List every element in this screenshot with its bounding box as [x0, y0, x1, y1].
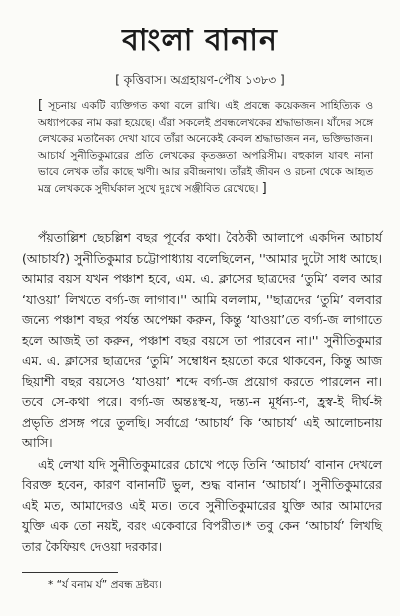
note-open-bracket: [ [38, 98, 44, 113]
body-paragraph: এই লেখা যদি সুনীতিকুমারের চোখে পড়ে তিনি ‘আচার্য’ বানান দেখলে বিরক্ত হবেন, কারণ বানানটি ভুল, শুদ্ধ বানান ‘আচার্য’। সুনীতিকুমারের এই মত, আমাদেরও এই মত। তবে সুনীতিকুমারের যুক্তি আর আমাদের যুক্তি এক তো নয়ই, বরং একেবারে বিপরীত।* তবু কেন ‘আচার্য’ লিখছি তার কৈফিয়ৎ দেওয়া দরকার। [22, 456, 382, 554]
source-citation: [ কৃত্তিবাস। অগ্রহায়ণ-পৌষ ১৩৮৩ ] [115, 73, 285, 87]
footnote-divider [22, 572, 118, 573]
note-text: সূচনায় একটি ব্যক্তিগত কথা বলে রাখি। এই প্রবন্ধে কয়েকজন সাহিত্যিক ও অধ্যাপকের নাম করা হয়েছে। এঁরা সকলেই প্রবন্ধলেখকের শ্রদ্ধাভাজন। যাঁদের সঙ্গে লেখকের মতানৈক্য দেখা যাবে তাঁরা অনেকেই কেবল শ্রদ্ধাভাজন নন, ভক্তিভাজন। আচার্য সুনীতিকুমারের প্রতি লেখকের কৃতজ্ঞতা অপরিসীম। বহুকাল যাবৎ নানা ভাবে লেখক তাঁর কাছে ঋণী। আর রবীন্দ্রনাথ। তাঁরই জীবন ও রচনা থেকে আহৃত মন্ত্র লেখককে সুদীর্ঘকাল সুখে দুঃখে সঞ্জীবিত রেখেছে। [38, 100, 373, 195]
preface-note [38, 98, 373, 197]
footnote: * “র্য বনাম র্য” প্রবন্ধ দ্রষ্টব্য। [48, 579, 162, 591]
body-paragraph: পঁয়তাল্লিশ ছেচল্লিশ বছর পূর্বের কথা। বৈঠকী আলাপে একদিন আচার্য (আচার্য?) সুনীতিকুমার চট্টোপাধ্যায় বলেছিলেন, ''আমার দুটো সাধ আছে। আমার বয়স যখন পঞ্চাশ হবে, এম. এ. ক্লাসের ছাত্রদের ‘তুমি’ বলব আর ‘যাওয়া’ লিখতে বর্গ্য-জ লাগাব।'' আমি বললাম, ''ছাত্রদের ‘তুমি’ বলবার জন্যে পঞ্চাশ বছর পর্যন্ত অপেক্ষা করুন, কিন্তু ‘যাওয়া’তে বর্গ্য-জ লাগাতে হলে আজই তা করুন, পঞ্চাশ বছর বয়সে তা পারবেন না।'' সুনীতিকুমার এম. এ. ক্লাসের ছাত্রদের ‘তুমি’ সম্বোধন হয়তো করে থাকবেন, কিন্তু আজ ছিয়াশী বছর বয়সেও ‘যাওয়া’ শব্দে বর্গ্য-জ প্রয়োগ করতে পারলেন না। তবে সে-কথা পরে। বর্গ্য-জ অন্তঃস্থ-য, দন্ত্য-ন মূর্ধন্য-ণ, হ্রস্ব-ই দীর্ঘ-ঈ প্রভৃতি প্রসঙ্গ পরে তুলছি। সর্বাগ্রে ‘আচার্য’ কি ‘আচার্য’ এই আলোচনায় আসি। [22, 230, 382, 450]
note-close-bracket: ] [261, 180, 267, 196]
article-body [22, 228, 382, 557]
page-title: বাংলা বানান [122, 23, 278, 58]
